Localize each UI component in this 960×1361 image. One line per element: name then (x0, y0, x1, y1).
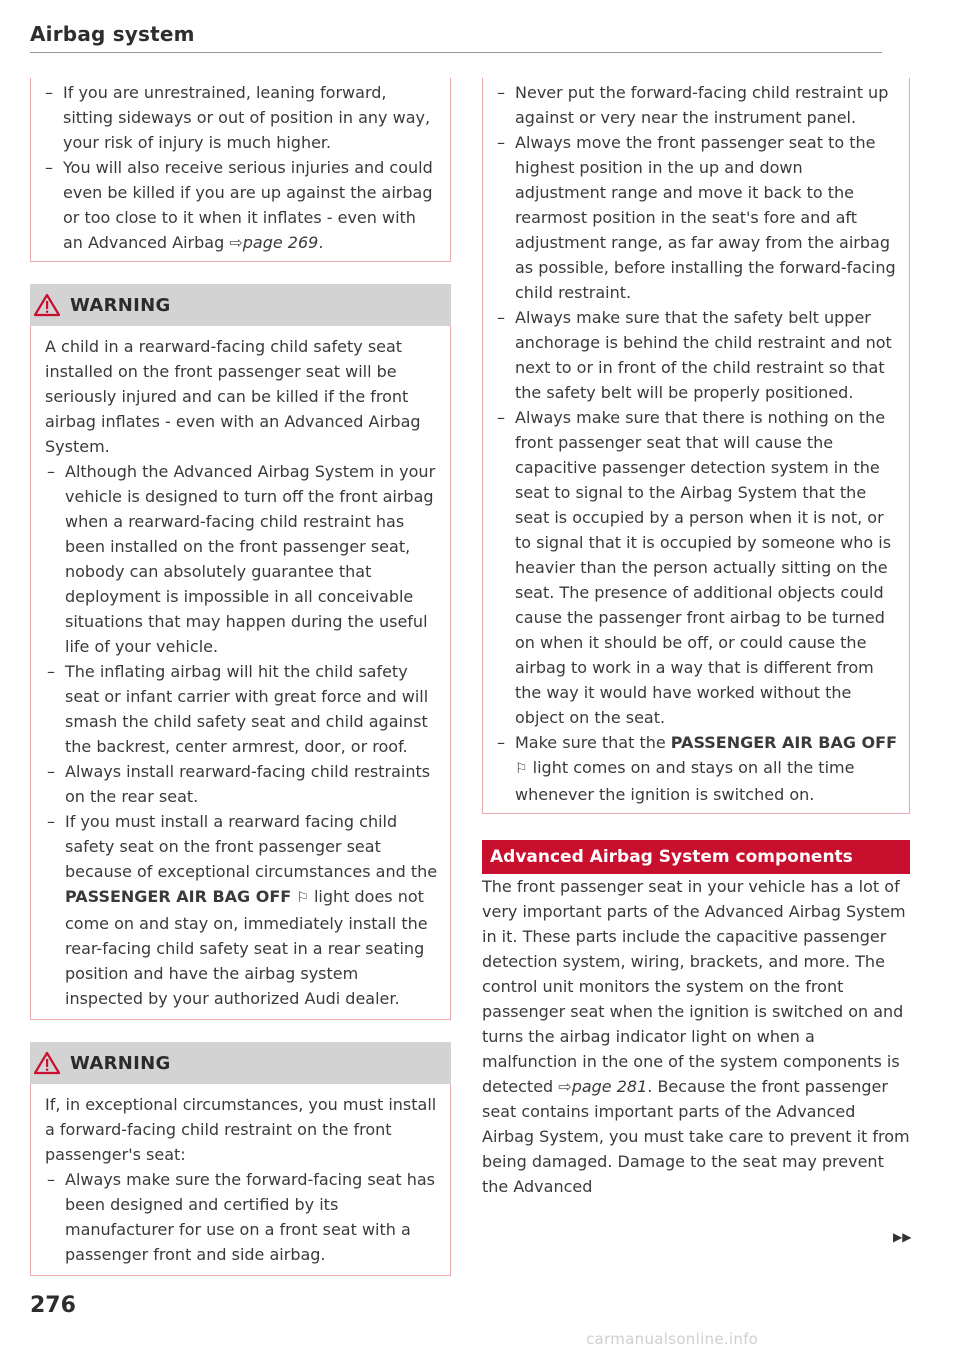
list-item-text: light comes on and stays on all the time whenever the ignition is switched on. (515, 758, 855, 804)
reference-arrow-icon: ⇨ (229, 233, 243, 252)
warning-header (30, 1042, 451, 1084)
list-item-text: light does not come on and stay on, immediately install the rear-facing child safety seat in a rear seating position and have the airbag system inspected by your authorized Audi dealer. (65, 887, 428, 1008)
warning-list (45, 459, 440, 1011)
warning-header (30, 284, 451, 326)
airbag-off-icon: ⚐ (296, 890, 309, 906)
body-text: . Because the front passenger seat contains important parts of the Advanced Airbag System, you must take care to prevent it from being damaged. Damage to the seat may prevent the Advanced (482, 1077, 910, 1196)
list-item-text: Make sure that the (515, 733, 666, 752)
warning-continued-box (482, 78, 910, 814)
right-column (482, 78, 910, 1199)
warning-intro: A child in a rearward-facing child safety seat installed on the front passenger seat will be seriously injured and can be killed if the front airbag inflates - even with an Advanced Airbag System. (45, 337, 421, 456)
list-item-text: If you must install a rearward facing child safety seat on the front passenger seat because of exceptional circumstances and the (65, 812, 438, 881)
list-item: – Always make sure the forward-facing seat has been designed and certified by its manufacturer for use on a front seat with a passenger front and side airbag. (45, 1167, 440, 1267)
body-text: The front passenger seat in your vehicle has a lot of very important parts of the Advanced Airbag System in it. These parts include the capacitive passenger detection system, wiring, brackets, and more. The control unit monitors the system on the front passenger seat when the ignition is switched on and turns the airbag indicator light on when a malfunction in the one of the system components is detected (482, 877, 906, 1096)
list-item (45, 809, 440, 1011)
list-item (495, 730, 897, 807)
list-item: – You will also receive serious injuries and could even be killed if you are up against the airbag or too close to it when it inflates - even with an Advanced Airbag ⇨page 269. (43, 155, 438, 255)
warning-triangle-icon (34, 1051, 60, 1075)
list-item: – Always install rearward-facing child restraints on the rear seat. (45, 759, 440, 809)
warning-list (45, 1167, 440, 1267)
watermark: carmanualsonline.info (586, 1330, 759, 1348)
warning-list (495, 80, 897, 807)
list-item: – Always make sure that there is nothing on the front passenger seat that will cause the capacitive passenger detection system in the seat to signal to the Airbag System that the seat is occupied by a person when it is not, or to signal that it is occupied by someone who is heavier than the person actually sitting on the seat. The presence of additional objects could cause the passenger front airbag to be turned on when it should be off, or could cause the airbag to work in a way that is different from the way it would have worked without the object on the seat. (495, 405, 897, 730)
list-item: – Although the Advanced Airbag System in your vehicle is designed to turn off the front airbag when a rearward-facing child restraint has been installed on the front passenger seat, nobody can absolutely guarantee that deployment is impossible in all conceivable situations that may happen during the useful life of your vehicle. (45, 459, 440, 659)
list-item: – If you are unrestrained, leaning forward, sitting sideways or out of position in any way, your risk of injury is much higher. (43, 80, 438, 155)
left-column (30, 78, 451, 1276)
list-item: – Always make sure that the safety belt upper anchorage is behind the child restraint and not next to or in front of the child restraint so that the safety belt will be properly positioned. (495, 305, 897, 405)
warning-body (30, 1084, 451, 1276)
section-heading: Advanced Airbag System components (482, 840, 910, 874)
list-item: – Never put the forward-facing child restraint up against or very near the instrument panel. (495, 80, 897, 130)
indicator-name: PASSENGER AIR BAG OFF (65, 887, 292, 906)
list-item: – Always move the front passenger seat to the highest position in the up and down adjustment range and move it back to the rearmost position in the seat's fore and aft adjustment range, as far away from the airbag as possible, before installing the forward-facing child restraint. (495, 130, 897, 305)
page-reference-link[interactable]: page 281 (571, 1077, 648, 1096)
warning-label: WARNING (70, 1052, 171, 1074)
warning-intro: If, in exceptional circumstances, you must install a forward-facing child restraint on the front passenger's seat: (45, 1095, 437, 1164)
warning-body (30, 326, 451, 1020)
list-item: – The inflating airbag will hit the child safety seat or infant carrier with great force and will smash the child safety seat and child against the backrest, center armrest, door, or roof. (45, 659, 440, 759)
indicator-name: PASSENGER AIR BAG OFF (670, 733, 898, 752)
header-divider (30, 52, 882, 53)
warning-label: WARNING (70, 294, 171, 316)
section-body (482, 874, 910, 1199)
page-header-title: Airbag system (30, 22, 195, 46)
continue-arrow-icon: ▶▶ (893, 1230, 912, 1244)
intro-box (30, 78, 451, 262)
reference-arrow-icon: ⇨ (558, 1077, 572, 1096)
airbag-off-icon: ⚐ (515, 761, 528, 777)
list-item-text: You will also receive serious injuries and could even be killed if you are up against the airbag or too close to it when it inflates - even with an Advanced Airbag (63, 158, 433, 252)
warning-triangle-icon (34, 293, 60, 317)
intro-list (43, 80, 438, 255)
page-number: 276 (30, 1293, 76, 1318)
page-reference-link[interactable]: page 269 (242, 233, 319, 252)
